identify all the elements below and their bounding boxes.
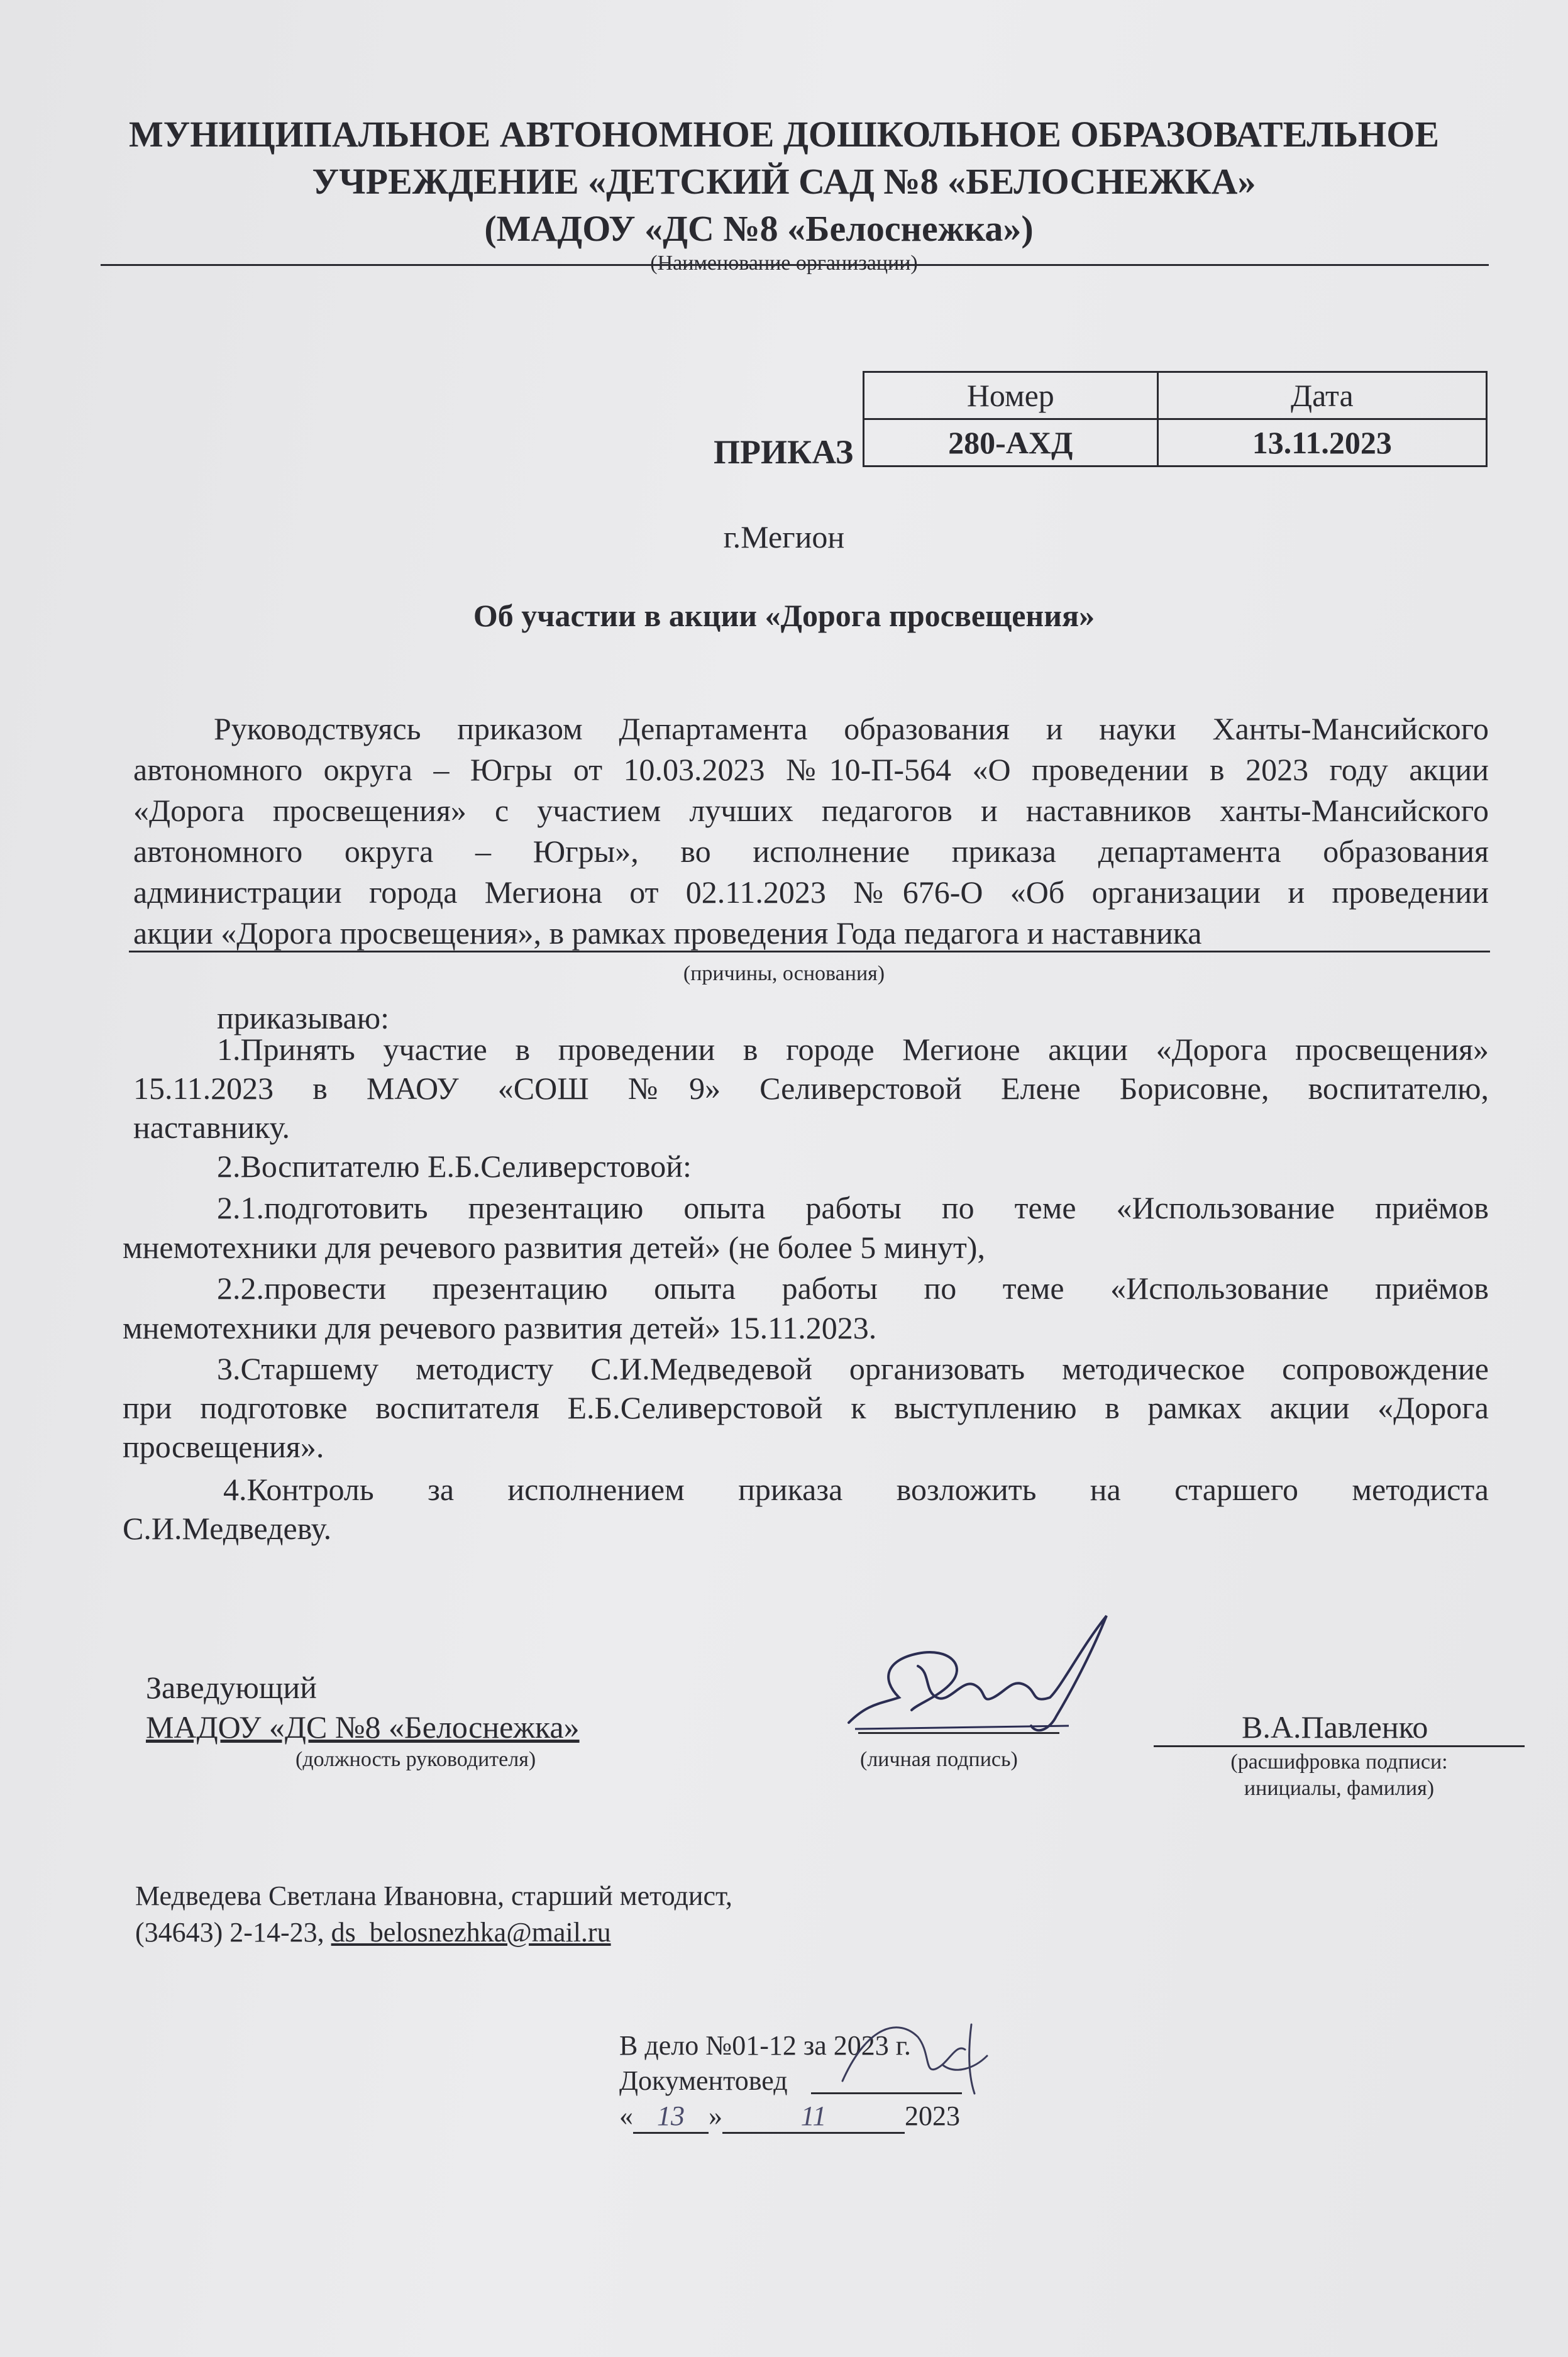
head-name: В.А.Павленко xyxy=(1242,1709,1428,1745)
order-item-line: мнемотехники для речевого развития детей» 15.11.2023. xyxy=(123,1310,877,1345)
preamble-line: администрации города Мегиона от 02.11.2023 №676-О «Об организации и проведении xyxy=(133,875,1489,910)
date-quote-open: « xyxy=(619,2100,633,2131)
date-header: Дата xyxy=(1157,372,1486,419)
order-item-line: 3.Старшему методисту С.И.Медведевой организовать методическое сопровождение xyxy=(217,1351,1489,1386)
filing-line: В дело №01-12 за 2023 г. xyxy=(619,2030,911,2061)
clerk-label: Документовед xyxy=(619,2065,788,2096)
order-label: ПРИКАЗ xyxy=(714,433,854,471)
city: г.Мегион xyxy=(723,519,845,555)
contact-line-1: Медведева Светлана Ивановна, старший методист, xyxy=(135,1880,732,1911)
order-item-line: 2.2.провести презентацию опыта работы по теме «Использование приёмов xyxy=(217,1271,1489,1306)
order-item-line: 4.Контроль за исполнением приказа возложить на старшего методиста xyxy=(223,1472,1489,1507)
head-position-line-1: Заведующий xyxy=(146,1670,317,1705)
order-title: Об участии в акции «Дорога просвещения» xyxy=(473,598,1095,633)
org-caption: (Наименование организации) xyxy=(650,251,918,275)
order-item-line: просвещения». xyxy=(123,1429,324,1464)
order-item-line: мнемотехники для речевого развития детей» (не более 5 минут), xyxy=(123,1230,985,1265)
name-caption-2: инициалы, фамилия) xyxy=(1244,1777,1435,1800)
order-word: приказываю: xyxy=(217,1000,389,1035)
org-name-line-1: МУНИЦИПАЛЬНОЕ АВТОНОМНОЕ ДОШКОЛЬНОЕ ОБРАЗОВАТЕЛЬНОЕ xyxy=(128,114,1440,155)
reasons-caption: (причины, основания) xyxy=(683,962,885,985)
preamble-line: акции «Дорога просвещения», в рамках проведения Года педагога и наставника xyxy=(133,915,1202,951)
preamble-line: автономного округа – Югры от 10.03.2023 №10-П-564 «О проведении в 2023 году акции xyxy=(133,752,1489,787)
date-quote-close: » xyxy=(709,2100,722,2131)
filing-day: 13 xyxy=(633,2100,709,2134)
order-item-line: С.И.Медведеву. xyxy=(123,1511,332,1546)
contact-email-link[interactable]: ds_belosnezhka@mail.ru xyxy=(331,1917,611,1948)
contact-phone: (34643) 2-14-23, xyxy=(135,1917,331,1948)
order-meta-table xyxy=(863,371,1488,467)
preamble-line: автономного округа – Югры», во исполнение приказа департамента образования xyxy=(133,834,1489,869)
clerk-signature xyxy=(830,2006,1000,2109)
order-item-line: 1.Принять участие в проведении в городе Мегионе акции «Дорога просвещения» xyxy=(217,1032,1489,1067)
order-item-line: наставнику. xyxy=(133,1110,290,1145)
org-short-name: (МАДОУ «ДС №8 «Белоснежка») xyxy=(484,208,1034,249)
position-caption: (должность руководителя) xyxy=(295,1748,536,1771)
name-underline xyxy=(1154,1745,1525,1747)
head-position-line-2: МАДОУ «ДС №8 «Белоснежка» xyxy=(146,1709,580,1745)
preamble-line: «Дорога просвещения» с участием лучших педагогов и наставников ханты-Мансийского xyxy=(133,793,1489,828)
number-header: Номер xyxy=(864,372,1158,419)
order-item-line: 2.Воспитателю Е.Б.Селиверстовой: xyxy=(217,1149,692,1184)
order-item-line: при подготовке воспитателя Е.Б.Селиверстовой к выступлению в рамках акции «Дорога xyxy=(123,1390,1489,1425)
order-number: 280-АХД xyxy=(864,419,1158,466)
order-item-line: 2.1.подготовить презентацию опыта работы по теме «Использование приёмов xyxy=(217,1190,1489,1225)
contact-line-2 xyxy=(135,1916,611,1948)
filing-year: 2023 xyxy=(905,2100,960,2131)
signature-line xyxy=(858,1732,1059,1734)
reasons-underline xyxy=(129,951,1490,952)
filing-date-line xyxy=(619,2100,960,2134)
order-item-line: 15.11.2023 в МАОУ «СОШ №9» Селиверстовой Елене Борисовне, воспитателю, xyxy=(133,1071,1489,1106)
order-date: 13.11.2023 xyxy=(1157,419,1486,466)
signature-caption: (личная подпись) xyxy=(860,1748,1018,1771)
org-name-line-2: УЧРЕЖДЕНИЕ «ДЕТСКИЙ САД №8 «БЕЛОСНЕЖКА» xyxy=(312,161,1256,202)
name-caption-1: (расшифровка подписи: xyxy=(1230,1750,1448,1774)
preamble-line: Руководствуясь приказом Департамента образования и науки Ханты-Мансийского xyxy=(214,711,1489,746)
filing-month: 11 xyxy=(722,2100,905,2134)
